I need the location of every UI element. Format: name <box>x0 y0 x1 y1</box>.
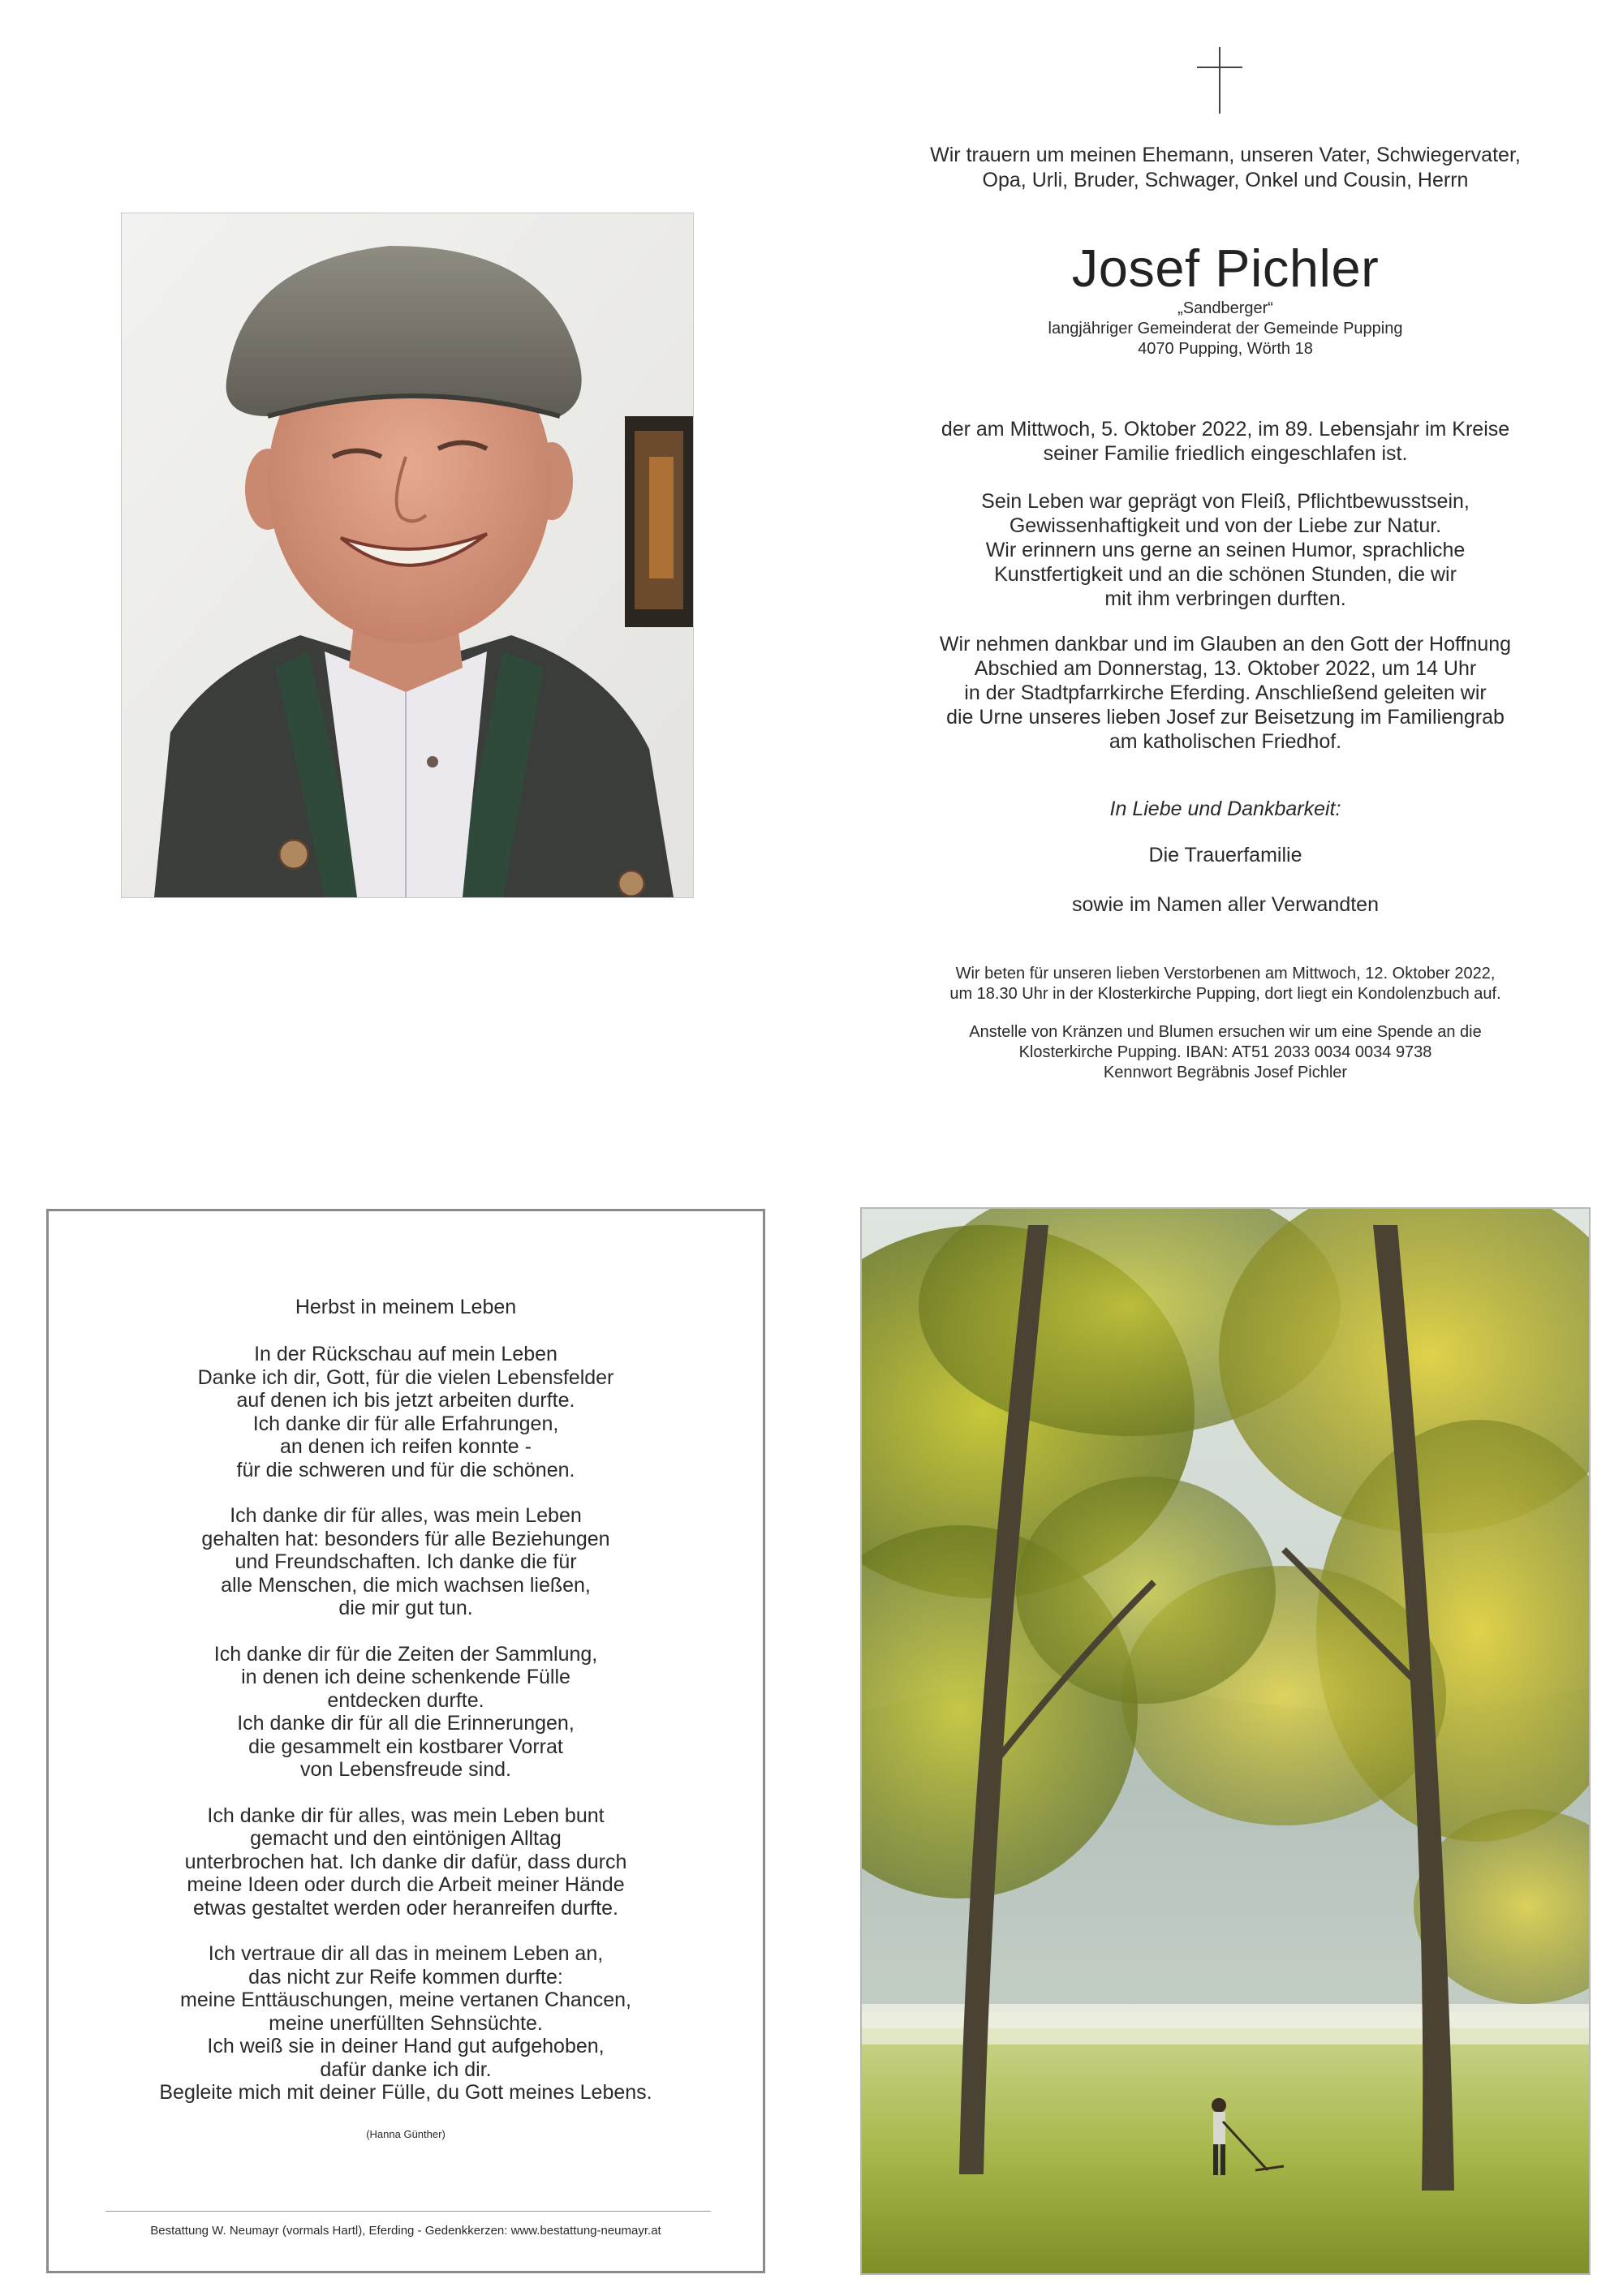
role: langjähriger Gemeinderat der Gemeinde Pupping <box>1048 320 1403 338</box>
poem-line: Ich danke dir für alles, was mein Leben <box>230 1504 582 1527</box>
poem-line: Begleite mich mit deiner Fülle, du Gott meines Lebens. <box>159 2081 652 2104</box>
poem-line: alle Menschen, die mich wachsen ließen, <box>221 1573 591 1597</box>
poem-line: meine Ideen oder durch die Arbeit meiner Hände <box>187 1873 625 1896</box>
closing-line: In Liebe und Dankbarkeit: <box>1109 798 1341 820</box>
poem-body <box>49 1343 763 2127</box>
poem-line: für die schweren und für die schönen. <box>236 1458 575 1481</box>
text-line: Sein Leben war geprägt von Fleiß, Pflichtbewusstsein, <box>981 490 1470 513</box>
poem-line: etwas gestaltet werden oder heranreifen durfte. <box>193 1896 618 1920</box>
landscape-photo <box>862 1209 1589 2273</box>
poem-line: meine Enttäuschungen, meine vertanen Chancen, <box>180 1989 631 2011</box>
death-paragraph <box>909 417 1542 466</box>
poem-line: entdecken durfte. <box>327 1688 484 1712</box>
poem-line: Ich danke dir für all die Erinnerungen, <box>237 1712 575 1735</box>
relatives-line: sowie im Namen aller Verwandten <box>1072 893 1379 916</box>
poem-title: Herbst in meinem Leben <box>295 1296 517 1318</box>
poem-stanza <box>49 1804 763 1920</box>
poem-stanza <box>49 1942 763 2105</box>
text-line: Anstelle von Kränzen und Blumen ersuchen wir um eine Spende an die <box>969 1023 1482 1041</box>
poem-line: dafür danke ich dir. <box>320 2057 492 2081</box>
text-line: Wir beten für unseren lieben Verstorbenen am Mittwoch, 12. Oktober 2022, <box>955 965 1496 982</box>
intro-line: Wir trauern um meinen Ehemann, unseren Vater, Schwiegervater, <box>930 144 1521 166</box>
donation-note <box>909 1022 1542 1083</box>
portrait-photo <box>122 213 693 897</box>
prayer-note <box>909 964 1542 1004</box>
poem-line: die gesammelt ein kostbarer Vorrat <box>248 1735 563 1758</box>
text-line: in der Stadtpfarrkirche Eferding. Anschließend geleiten wir <box>964 681 1487 704</box>
poem-line: auf denen ich bis jetzt arbeiten durfte. <box>236 1389 575 1412</box>
family-signature: Die Trauerfamilie <box>1148 844 1302 866</box>
poem-line: Ich vertraue dir all das in meinem Leben an, <box>208 1942 604 1965</box>
text-line: mit ihm verbringen durften. <box>1104 587 1346 610</box>
poem-line: In der Rückschau auf mein Leben <box>254 1343 558 1365</box>
poem-line: an denen ich reifen konnte - <box>280 1435 532 1458</box>
poem-line: Ich danke dir für alles, was mein Leben bunt <box>207 1804 605 1827</box>
poem-line: die mir gut tun. <box>338 1597 473 1619</box>
poem-line: Ich danke dir für alle Erfahrungen, <box>252 1412 559 1435</box>
text-line: der am Mittwoch, 5. Oktober 2022, im 89. Lebensjahr im Kreise <box>941 418 1510 441</box>
poem-line: gehalten hat: besonders für alle Beziehungen <box>201 1527 610 1550</box>
poem-line: unterbrochen hat. Ich danke dir dafür, dass durch <box>184 1850 627 1873</box>
poem-line: Ich danke dir für die Zeiten der Sammlung, <box>213 1642 598 1666</box>
text-line: Wir nehmen dankbar und im Glauben an den Gott der Hoffnung <box>939 633 1512 656</box>
text-line: Gewissenhaftigkeit und von der Liebe zur Natur. <box>1009 514 1442 537</box>
text-line: seiner Familie friedlich eingeschlafen ist. <box>1043 442 1408 465</box>
poem-line: von Lebensfreude sind. <box>300 1758 511 1781</box>
poem-line: Ich weiß sie in deiner Hand gut aufgehoben, <box>207 2035 605 2057</box>
poem-line: und Freundschaften. Ich danke die für <box>235 1550 577 1573</box>
poem-line: das nicht zur Reife kommen durfte: <box>248 1965 563 1989</box>
poem-stanza <box>49 1504 763 1620</box>
text-line: am katholischen Friedhof. <box>1109 730 1342 753</box>
poem-line: meine unerfüllten Sehnsüchte. <box>269 2011 543 2035</box>
text-line: Abschied am Donnerstag, 13. Oktober 2022, um 14 Uhr <box>974 657 1477 680</box>
deceased-details <box>909 299 1542 359</box>
undertaker-footer: Bestattung W. Neumayr (vormals Hartl), Eferding - Gedenkkerzen: www.bestattung-neumayr.at <box>150 2224 661 2238</box>
deceased-name: Josef Pichler <box>1071 239 1380 298</box>
life-paragraph <box>909 489 1542 611</box>
poem-line: gemacht und den eintönigen Alltag <box>250 1827 562 1850</box>
poem-card <box>46 1209 765 2273</box>
poem-line: in denen ich deine schenkende Fülle <box>241 1666 570 1688</box>
poem-stanza <box>49 1643 763 1782</box>
text-line: Wir erinnern uns gerne an seinen Humor, sprachliche <box>985 539 1466 561</box>
footer-divider <box>105 2211 711 2212</box>
text-line: Kunstfertigkeit und an die schönen Stunden, die wir <box>994 563 1457 586</box>
address: 4070 Pupping, Wörth 18 <box>1138 340 1313 358</box>
cross-icon <box>1197 47 1242 114</box>
nickname: „Sandberger“ <box>1177 299 1273 317</box>
poem-author: (Hanna Günther) <box>366 2128 446 2140</box>
text-line: Klosterkirche Pupping. IBAN: AT51 2033 0034 0034 9738 <box>1018 1043 1432 1061</box>
intro-text <box>909 143 1542 193</box>
text-line: die Urne unseres lieben Josef zur Beisetzung im Familiengrab <box>946 706 1505 729</box>
text-line: um 18.30 Uhr in der Klosterkirche Pupping, dort liegt ein Kondolenzbuch auf. <box>949 985 1501 1003</box>
funeral-paragraph <box>909 632 1542 754</box>
poem-line: Danke ich dir, Gott, für die vielen Lebensfelder <box>197 1365 614 1389</box>
poem-stanza <box>49 1343 763 1481</box>
intro-line: Opa, Urli, Bruder, Schwager, Onkel und Cousin, Herrn <box>982 169 1469 191</box>
text-line: Kennwort Begräbnis Josef Pichler <box>1103 1064 1348 1081</box>
